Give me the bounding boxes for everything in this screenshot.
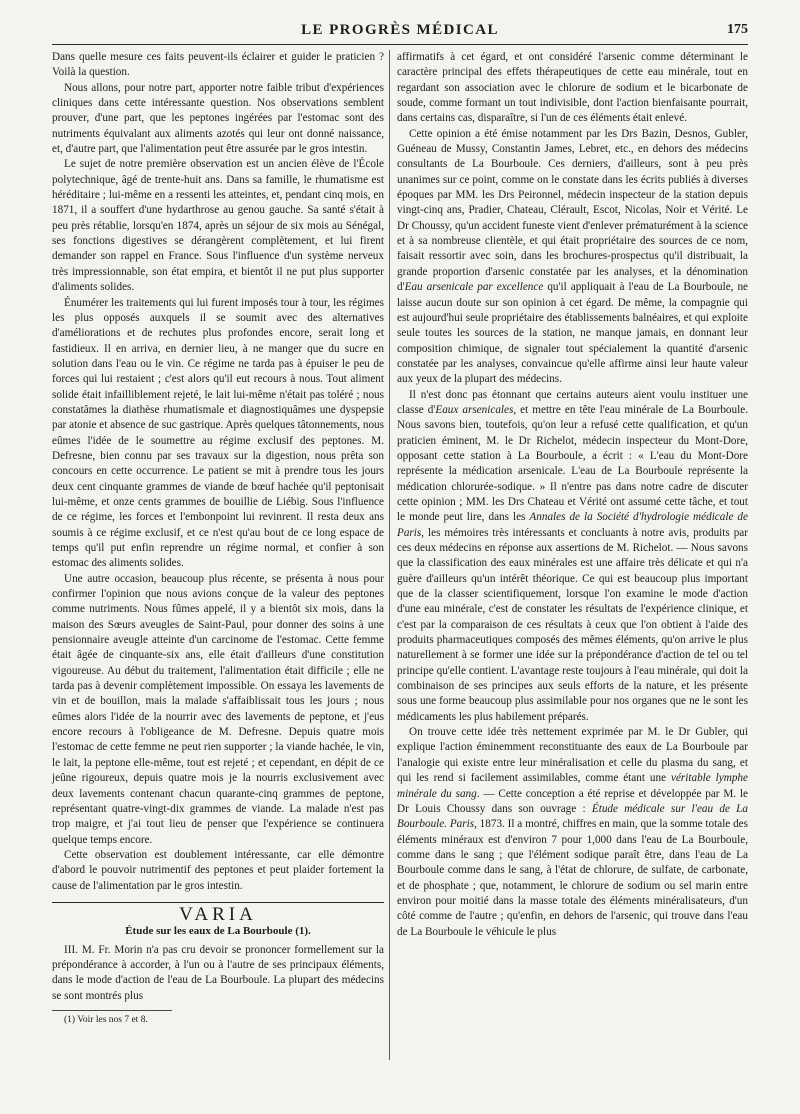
- text-run: . — Cette conception a été reprise et développée par M. le Dr Louis Choussy dans son ouvrage :: [397, 787, 748, 815]
- paragraph: Dans quelle mesure ces faits peuvent-ils éclairer et guider le praticien ? Voilà la question.: [52, 51, 384, 79]
- journal-title: LE PROGRÈS MÉDICAL: [301, 22, 499, 38]
- text-run: , les mémoires très intéressants et concluants à notre avis, produits par ces deux médecins en réponse aux assertions de M. Richelot. — Nous savons que la classification des eaux minérales est une affaire très délicate et qui n'a guère d'ailleurs qu'un intérêt théorique. Ce qui est beaucoup plus important que de la classer scientifiquement, lorsque l'on examine le mode d'action d'une eau minérale, c'est de constater les résultats de l'expérience clinique, et c'est par la comparaison de ces résultats à ceux que l'on obtient à l'aide des produits pharmaceutiques composés des mêmes éléments, qu'on arrive le plus naturellement à se former une idée sur la prépondérance d'action de tel ou tel principe qu'elle contient. L'avantage reste toujours à l'eau minérale, qui doit la combinaison de ses principes aux seuls efforts de la nature, et les présente sous une forme beaucoup plus assimilable pour nos organes que ne le sont les médicaments les plus habilement préparés.: [397, 526, 748, 723]
- text-run: On trouve cette idée très nettement exprimée par M. le Dr Gubler, qui explique l'action éminemment reconstituante des eaux de La Bourboule par l'analogie qui existe entre leur minéralisation et celle du plasma du sang, et qui les rend si facilement assimilables, comme étant une: [397, 726, 748, 785]
- left-column: [52, 50, 384, 1026]
- paragraph: [397, 725, 748, 940]
- paragraph: Énumérer les traitements qui lui furent imposés tour à tour, les régimes les plus opposés auxquels il se soumit avec des alternatives d'améliorations et de rechutes plus profondes encore, serait long et fastidieux. Il en arriva, en dernier lieu, à ne manger que du sucre en solution dans l'eau ou le vin. Ce régime ne tarda pas à épuiser le peu de forces qui lui restaient ; c'est alors qu'il eut recours à nous. Tout aliment solide était infailliblement rejeté, le lait lui-même n'était pas toléré ; nous constatâmes la diathèse rhumatismale et diagnostiquâmes une dyspepsie par atonie et absence de suc gastrique. Après quelques tâtonnements, nous eûmes l'idée de le soumettre au régime exclusif des peptones. M. Defresne, bien connu par ses travaux sur la digestion, nous prêta son concours en cette occurrence. Le patient se mit à prendre tous les jours deux cent cinquante grammes de viande de bœuf hachée qu'il peptonisait lui-même, et onze cents grammes de bouillie de Liébig. Sous l'influence de ce régime, les forces et l'embonpoint lui revinrent. Il resta deux ans soumis à ce régime exclusif, et ce n'est qu'au bout de ce long espace de temps qu'il put enfin reprendre un régime normal, et confier à son estomac des aliments solides.: [52, 296, 384, 570]
- page-header: [52, 22, 748, 45]
- footnote: (1) Voir les nos 7 et 8.: [64, 1014, 148, 1025]
- italic-phrase: Eaux arsenicales: [435, 403, 514, 416]
- right-column: [397, 50, 748, 940]
- italic-phrase: Étude médicale sur l'eau de La Bourboule. Paris,: [397, 802, 748, 831]
- paragraph: Cette observation est doublement intéressante, car elle démontre d'abord le pouvoir nutrimentif des peptones et peut plaider fortement la cause de l'alimentation par le gros intestin.: [52, 848, 384, 892]
- paragraph: [397, 127, 748, 388]
- paragraph: Une autre occasion, beaucoup plus récente, se présenta à nous pour confirmer l'opinion que nous avions conçue de la valeur des peptones comme nutriments. Nous fûmes appelé, il y a bientôt six mois, dans la maison des Sœurs aveugles de Saint-Paul, pour donner des soins à une pensionnaire aveugle atteinte d'un carcinome de l'estomac. Cette femme était âgée de cinquante-six ans, elle était d'ailleurs d'une constitution vigoureuse. Au début du traitement, l'alimentation était difficile ; elle ne tarda pas à devenir complètement impossible. On essaya les lavements de vin et de bouillon, mais la malade s'affaiblissait tous les jours ; nous eûmes alors l'idée de la nourrir avec des lavements de peptone, et j'eus encore recours à l'obligeance de M. Defresne. Depuis quatre mois l'estomac de cette femme ne peut rien supporter ; la viande hachée, le vin, le lait, la peptone elle-même, tout est rejeté ; et cependant, en dépit de ce jeûne rigoureux, depuis quatre mois je la nourris exclusivement avec deux lavements contenant chacun quarante-cinq grammes de peptone, représentant quatre-vingt-dix grammes de viande. La malade n'est pas trop maigre, et j'ai tout lieu de penser que l'expérience se continuera quelque temps encore.: [52, 572, 384, 846]
- paragraph: Le sujet de notre première observation est un ancien élève de l'École polytechnique, âgé de trente-huit ans. Dans sa famille, le rhumatisme est héréditaire ; lui-même en a ressenti les atteintes, et, pendant cinq mois, en 1871, il a souffert d'une hydarthrose au genou gauche. Sa santé s'était à peu près rétablie, lorsqu'en 1874, après un séjour de six mois au Sénégal, ses fonctions digestives se dérangèrent complètement, et lui firent demander son rappel en France. Sous l'influence d'un système nerveux très impressionnable, son état empira, et bientôt il ne put plus supporter d'aliments solides.: [52, 158, 384, 294]
- italic-phrase: Annales de la Société d'hydrologie médicale de Paris: [397, 511, 748, 539]
- column-separator: [389, 50, 390, 1060]
- text-run: 1873. Il a montré, chiffres en main, que la somme totale des éléments minéraux est d'environ 7 pour 1,000 dans l'eau de La Bourboule, comme dans le sang ; que l'élément sodique paraît être, dans l'eau de La Bourboule comme dans le sang, à l'état de chlorure, de sulfate, de carbonate, et de phosphate ; que, notamment, le chlorure de sodium ou sel marin entre environ pour moitié dans la masse totale des éléments minéralisateurs, d'un côté comme de l'autre ; qu'enfin, en dehors de l'arsenic, qui trouve dans l'eau de La Bourboule le véhicule le plus: [397, 818, 748, 938]
- text-run: Il n'est donc pas étonnant que certains auteurs aient voulu instituer une classe d': [397, 388, 748, 416]
- italic-phrase: Eau arsenicale par excellence: [404, 281, 544, 294]
- paragraph: Nous allons, pour notre part, apporter notre faible tribut d'expériences cliniques dans cette intéressante question. Nos observations semblent prouver, d'une part, que les peptones ingérées par l'estomac sont des nutriments équivalant aux aliments azotés qui leur ont donné naissance, et, d'autre part, que l'alimentation peut être assurée par le gros intestin.: [52, 81, 384, 156]
- italic-phrase: véritable lymphe minérale du sang: [397, 772, 748, 800]
- text-run: Cette opinion a été émise notamment par les Drs Bazin, Desnos, Gubler, Guéneau de Mussy, Constantin James, Lebret, etc., en dehors des médecins consultants de La Bourboule. Ces derniers, d'ailleurs, sont à peu près unanimes sur ce point, comme on le constate dans les écrits publiés à diverses époques par MM. les Drs Peironnel, médecin inspecteur de la station depuis vingt-cinq ans, Pradier, Chateau, Clérault, Escot, Nicolas, Noir et Vérité. Le Dr Choussy, qu'un accident funeste vient d'enlever prématurément à la science et à sa nombreuse clientèle, et qui était propriétaire des sources de ce nom, faisait ressortir avec soin, dans les brochures-prospectus qu'il distribuait, la grande proportion d'arsenic constatée par les analyses, et la dénomination d': [397, 127, 748, 294]
- text-run: , et mettre en tête l'eau minérale de La Bourboule. Nous savons bien, toutefois, qu'on leur a refusé cette qualification, et qu'un praticien éminent, M. le Dr Richelot, médecin inspecteur du Mont-Dore, opposant cette station à La Bourboule, a écrit : « L'eau du Mont-Dore représente la médication arsenicale. L'eau de La Bourboule représente la médication chlorurée-sodique. » Il n'entre pas dans notre cadre de discuter cette opinion ; MM. les Drs Chateau et Vérité ont assumé cette tâche, et tout le monde peut lire, dans les: [397, 403, 748, 524]
- section-heading-varia: VARIA: [179, 903, 257, 925]
- paragraph: affirmatifs à cet égard, et ont considéré l'arsenic comme déterminant le caractère principal des effets thérapeutiques de cette eau minérale, tout en regardant son association avec le chlorure de sodium et le bicarbonate de soude, comme formant un tout indivisible, dont l'action bienfaisante pourrait, dans certains cas, disparaître, si l'un de ces éléments était enlevé.: [397, 51, 748, 125]
- text-run: qu'il appliquait à l'eau de La Bourboule, ne laisse aucun doute sur son opinion à cet égard. De même, la compagnie qui est aujourd'hui seule propriétaire des établissements balnéaires, et qui exploite seule toutes les sources de la station, ne manque jamais, en donnant leur composition chimique, de signaler tout spécialement la quantité d'arsenic constatée par les analyses, convaincue qu'elle affirme ainsi leur haute valeur aux yeux de la plupart des médecins.: [397, 281, 749, 386]
- paragraph: III. M. Fr. Morin n'a pas cru devoir se prononcer formellement sur la prépondérance à accorder, à l'un ou à l'autre de ses principaux éléments, dans le mode d'action de l'eau de La Bourboule. La plupart des médecins se sont montrés plus: [52, 943, 384, 1002]
- section-rule: [52, 902, 384, 903]
- page-number: 175: [727, 22, 748, 37]
- paragraph: [397, 388, 748, 726]
- article-subtitle: Étude sur les eaux de La Bourboule (1).: [125, 925, 311, 938]
- footnote-rule: [52, 1010, 172, 1011]
